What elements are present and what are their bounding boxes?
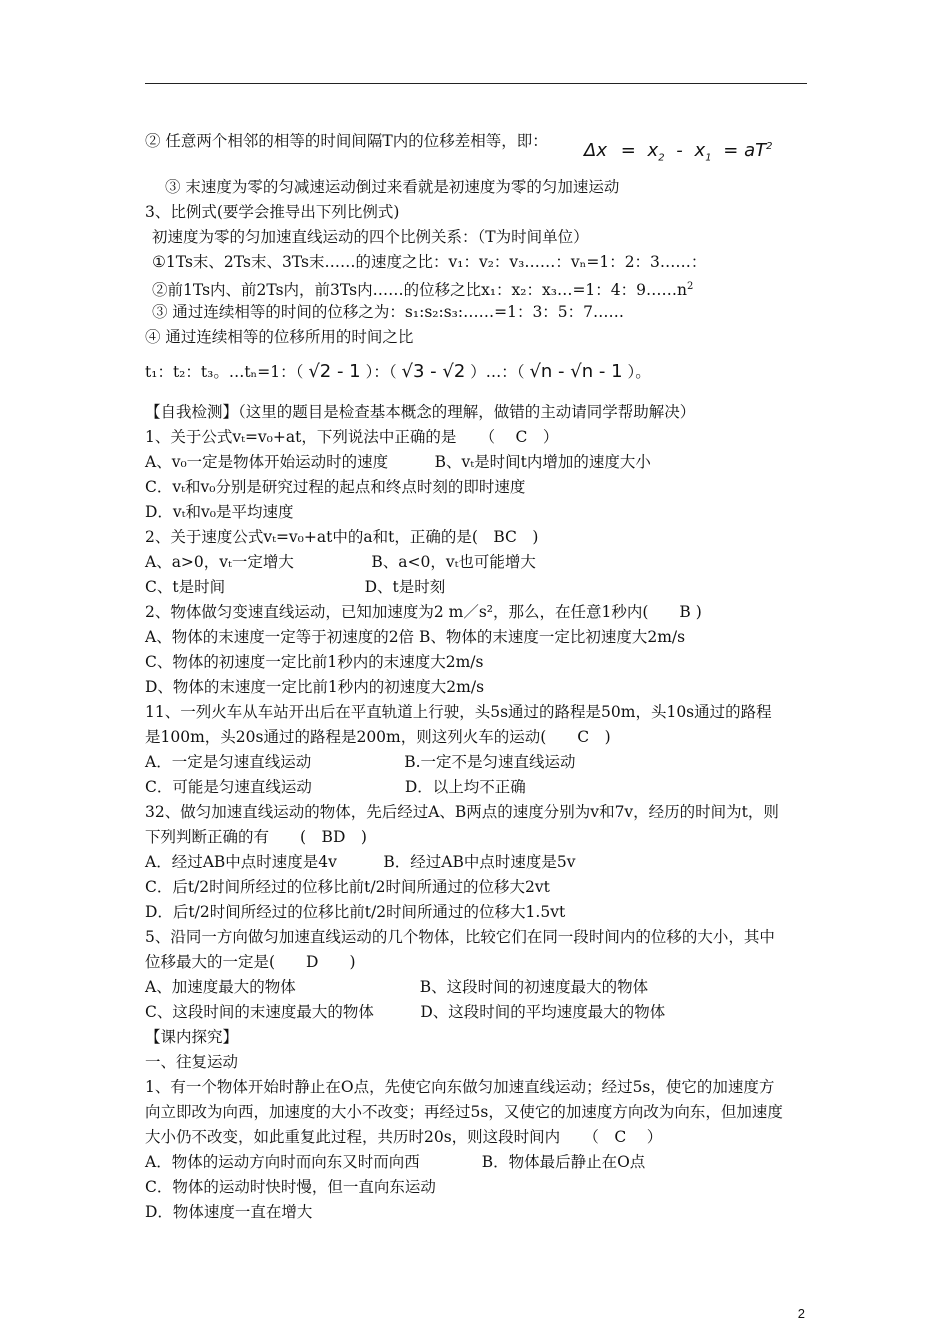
text-line: 11、一列火车从车站开出后在平直轨道上行驶，头5s通过的路程是50m，头10s通过的路程 <box>145 703 772 721</box>
text-line: D．物体速度一直在增大 <box>145 1203 313 1221</box>
text-line: A、物体的末速度一定等于初速度的2倍 B、物体的末速度一定比初速度大2m/s <box>145 628 686 646</box>
text-line: D．vₜ和v₀是平均速度 <box>145 503 294 521</box>
text-line: A、v₀一定是物体开始运动时的速度 B、vₜ是时间t内增加的速度大小 <box>145 453 651 471</box>
text-line: C．后t/2时间所经过的位移比前t/2时间所通过的位移大2vt <box>145 878 550 896</box>
ratio-4-formula: t₁：t₂：t₃。…tₙ=1：（ √2 - 1 ）：（ √3 - √2 ）…：（ √n - √n - 1 ）。 <box>145 361 651 382</box>
text-line: A、加速度最大的物体 B、这段时间的初速度最大的物体 <box>145 978 649 996</box>
text-line: 下列判断正确的有 ( BD ) <box>145 828 367 846</box>
text-line: C．物体的运动时快时慢，但一直向东运动 <box>145 1178 436 1196</box>
text-line: A．一定是匀速直线运动 B.一定不是匀速直线运动 <box>145 753 576 771</box>
text-line: C、这段时间的末速度最大的物体 D、这段时间的平均速度最大的物体 <box>145 1003 666 1021</box>
text-line: C、物体的初速度一定比前1秒内的末速度大2m/s <box>145 653 484 671</box>
text-line: 向立即改为向西，加速度的大小不改变；再经过5s，又使它的加速度方向改为向东，但加速度 <box>145 1103 783 1121</box>
ratio-2: ②前1Ts内、前2Ts内，前3Ts内……的位移之比x₁：x₂：x₃…=1：4：$9\dots\dots n^2$ <box>152 281 694 300</box>
section-3-intro: 初速度为零的匀加速直线运动的四个比例关系：（T为时间单位） <box>152 228 589 246</box>
page-number: 2 <box>797 1306 805 1321</box>
text-line: 2、关于速度公式vₜ=v₀+at中的a和t，正确的是( BC ) <box>145 528 539 546</box>
text-line: A．物体的运动方向时而向东又时而向西 B．物体最后静止在O点 <box>145 1153 646 1171</box>
self-check-title: 【自我检测】（这里的题目是检查基本概念的理解，做错的主动请同学帮助解决） <box>145 403 696 421</box>
text-line: D、物体的末速度一定比前1秒内的初速度大2m/s <box>145 678 485 696</box>
sqrt-term-3: √n - √n - 1 <box>529 361 623 382</box>
text-line: 【课内探究】 <box>145 1028 239 1046</box>
section-3-title: 3、比例式(要学会推导出下列比例式) <box>145 203 400 221</box>
text-line: A、a>0，vₜ一定增大 B、a<0，vₜ也可能增大 <box>145 553 536 571</box>
text-line: 位移最大的一定是( D ) <box>145 953 356 971</box>
text-line: C．vₜ和v₀分别是研究过程的起点和终点时刻的即时速度 <box>145 478 526 496</box>
rule-2-text: ② 任意两个相邻的相等的时间间隔T内的位移差相等，即： <box>145 132 548 150</box>
text-line: C、t是时间 D、t是时刻 <box>145 578 446 596</box>
text-line: 5、沿同一方向做匀加速直线运动的几个物体，比较它们在同一段时间内的位移的大小，其中 <box>145 928 775 946</box>
header-rule <box>145 83 807 84</box>
text-line: 大小仍不改变，如此重复此过程，共历时20s，则这段时间内 （ C ） <box>145 1128 663 1146</box>
text-line: 32、做匀加速直线运动的物体，先后经过A、B两点的速度分别为v和7v，经历的时间为t，则 <box>145 803 779 821</box>
text-line: A．经过AB中点时速度是4v B．经过AB中点时速度是5v <box>145 853 576 871</box>
ratio-1: ①1Ts末、2Ts末、3Ts末……的速度之比：v₁：v₂：v₃……：vₙ=1：2：3……： <box>152 253 707 271</box>
text-line: D．后t/2时间所经过的位移比前t/2时间所通过的位移大1.5vt <box>145 903 566 921</box>
rule-3-text: ③ 末速度为零的匀减速运动倒过来看就是初速度为零的匀加速运动 <box>165 178 620 196</box>
text-line: 是100m，头20s通过的路程是200m，则这列火车的运动( C ) <box>145 728 611 746</box>
text-line: 一、往复运动 <box>145 1053 239 1071</box>
ratio-4: ④ 通过连续相等的位移所用的时间之比 <box>145 328 414 346</box>
text-line: 2、物体做匀变速直线运动，已知加速度为2 m／s²，那么，在任意1秒内( B ) <box>145 603 702 621</box>
sqrt-term-2: √3 - √2 <box>401 361 466 382</box>
text-line: 1、关于公式vₜ=v₀+at，下列说法中正确的是 （ C ） <box>145 428 559 446</box>
text-line: 1、有一个物体开始时静止在O点，先使它向东做匀加速直线运动；经过5s，使它的加速度方 <box>145 1078 775 1096</box>
ratio-3: ③ 通过连续相等的时间的位移之为：s₁:s₂:s₃:……=1：3：5：7…… <box>152 303 625 321</box>
text-line: C．可能是匀速直线运动 D．以上均不正确 <box>145 778 526 796</box>
displacement-formula: $\Delta x = x_2 - x_1 = aT^2$ <box>584 140 773 164</box>
sqrt-term-1: √2 - 1 <box>308 361 361 382</box>
